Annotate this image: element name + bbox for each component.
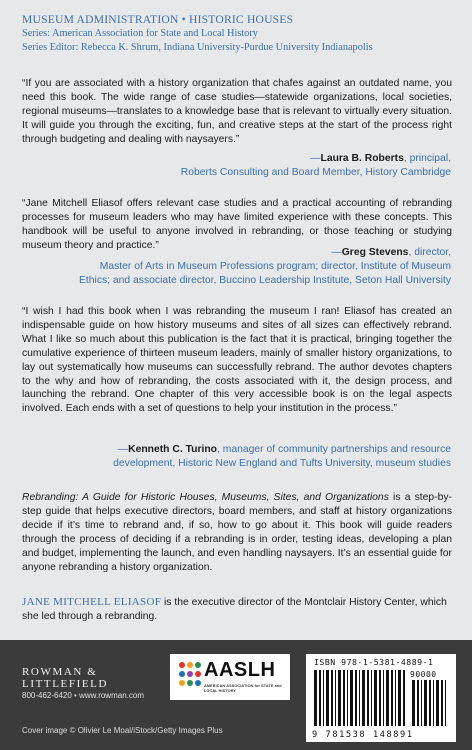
barcode-bar: [403, 670, 405, 726]
aaslh-emblem-icon: [174, 657, 204, 697]
barcode-bar: [314, 670, 317, 726]
endorsement-attribution-2: [79, 246, 451, 288]
barcode-bar: [424, 680, 427, 726]
aaslh-wordmark: AASLH: [204, 659, 276, 681]
series-title: [22, 12, 462, 27]
barcode-bar: [429, 680, 431, 726]
attrib-dash: —: [117, 444, 129, 455]
aaslh-tagline: AMERICAN ASSOCIATION for STATE and LOCAL HISTORY: [204, 684, 282, 693]
barcode-bar: [412, 680, 415, 726]
endorsement-quote-1: “If you are associated with a history organization that chafes against an outdated name, you need this book. The wide range of case studies—statewide organizations, local societies, regional museums—translates to a knowledge base that is relevant to virtually every situation. It will guide you through the exciting, fun, and creative steps at the start of the process right through budgeting and dealing with naysayers.”: [22, 78, 452, 145]
endorser-affiliation: development, Historic New England and Tufts University, museum studies: [113, 457, 451, 469]
barcode-bar: [374, 670, 377, 726]
price-code: 90000: [410, 670, 437, 679]
bio-text: is the executive director of the Montclair History Center, which she led through a rebranding.: [22, 597, 447, 622]
series-suffix: HISTORIC HOUSES: [189, 13, 294, 26]
barcode-bar: [395, 670, 396, 726]
series-header: [22, 12, 462, 55]
series-editor: Series Editor: Rebecca K. Shrum, Indiana University-Purdue University Indianapolis: [22, 42, 373, 53]
endorser-name: Kenneth C. Turino: [128, 444, 217, 455]
barcode-bar: [355, 670, 357, 726]
attrib-dash: —: [331, 247, 342, 258]
publisher-name-line-2: LITTLEFIELD: [22, 678, 109, 690]
barcode-bar: [383, 670, 384, 726]
author-bio: [22, 596, 452, 624]
barcode-panel: [306, 654, 456, 742]
barcode-bar: [371, 670, 372, 726]
barcode-bar: [323, 670, 324, 726]
ean-barcode-icon: [314, 670, 406, 726]
endorser-name: Laura B. Roberts: [320, 153, 404, 164]
endorsement-quote-3: “I wish I had this book when I was rebranding the museum I ran! Eliasof has created an indispensable guide on how history museums and sites of all sizes can effectively rebrand. What I like so much about this publication is the fact that it is practical, bringing together the cumulative experience of thirteen museum leaders, mainly of smaller history organizations, to lay out systematically how museums can successfully rebrand. The author devotes chapters to the why and how of rebranding, the costs associated with it, the design process, and launching the rebrand. One chapter of this very accessible book is on the legal aspects involved. Each ends with a set of questions to help your institution in the process.”: [22, 306, 452, 415]
aaslh-logo: [170, 654, 290, 700]
endorsement-attribution-3: [113, 443, 451, 471]
barcode-bar: [436, 680, 439, 726]
barcode-bar: [379, 670, 381, 726]
endorser-affiliation: , principal,: [403, 153, 451, 164]
endorsement-attribution-1: [181, 152, 451, 180]
endorsement-quote-2: “Jane Mitchell Eliasof offers relevant case studies and a practical accounting of rebranding processes for museum leaders who may have limited experience with these concepts. This handbook will be useful to anyone involved in rebranding, or those teaching or studying museum theory and practice.”: [22, 198, 452, 251]
barcode-bar: [343, 670, 345, 726]
barcode-bar: [359, 670, 360, 726]
barcode-bar: [350, 670, 353, 726]
endorser-affiliation: Master of Arts in Museum Professions program; director, Institute of Museum: [99, 260, 451, 272]
barcode-bar: [441, 680, 443, 726]
barcode-bar: [367, 670, 369, 726]
series-separator: •: [178, 13, 190, 26]
endorser-name: Greg Stevens: [341, 247, 409, 258]
barcode-bar: [335, 670, 336, 726]
publisher-phone: 800-462-6420: [22, 691, 72, 700]
series-prefix: MUSEUM ADMINISTRATION: [22, 13, 179, 26]
barcode-bar: [433, 680, 434, 726]
barcode-bar: [398, 670, 401, 726]
description-body: is a step-by-step guide that helps executive directors, board members, and staff at history organizations decide if it’s time to rebrand and, if so, how to go about it. This book will guide readers through the process of deciding if a rebranding is in order, testing ideas, developing a plan and budget, implementing the launch, and even handling naysayers. It’s an essential guide for anyone rebranding a history organization.: [22, 492, 453, 573]
isbn-text: ISBN 978-1-5381-4889-1: [314, 657, 434, 667]
footer-band: [0, 640, 472, 750]
book-description: [22, 491, 452, 574]
barcode-bar: [386, 670, 389, 726]
endorser-affiliation: , director,: [408, 247, 451, 258]
barcode-bar: [347, 670, 348, 726]
book-title: Rebranding: A Guide for Historic Houses, Museums, Sites, and Organizations: [22, 492, 389, 503]
attrib-dash: —: [310, 153, 321, 164]
barcode-bar: [417, 680, 419, 726]
publisher-logo: [22, 666, 144, 702]
series-name: Series: American Association for State and Local History: [22, 28, 258, 39]
endorser-affiliation: , manager of community partnerships and resource: [217, 444, 451, 455]
publisher-name-line-1: ROWMAN &: [22, 666, 98, 678]
barcode-bar: [421, 680, 422, 726]
cover-image-credit: Cover image © Olivier Le Moal/iStock/Getty Images Plus: [22, 726, 223, 735]
publisher-contact: [22, 690, 144, 702]
barcode-bar: [338, 670, 341, 726]
endorser-affiliation: Roberts Consulting and Board Member, History Cambridge: [180, 166, 451, 178]
barcode-bar: [391, 670, 393, 726]
contact-separator: •: [71, 691, 80, 700]
barcode-bar: [362, 670, 365, 726]
barcode-bar: [319, 670, 321, 726]
barcode-bar: [445, 680, 446, 726]
author-name: JANE MITCHELL ELIASOF: [22, 596, 162, 608]
ean-digits: 9 781538 148891: [312, 730, 414, 740]
publisher-website: www.rowman.com: [79, 691, 144, 700]
endorser-affiliation: Ethics; and associate director, Buccino Leadership Institute, Seton Hall University: [79, 274, 451, 286]
price-barcode-icon: [412, 680, 450, 726]
barcode-bar: [331, 670, 333, 726]
barcode-bar: [326, 670, 329, 726]
